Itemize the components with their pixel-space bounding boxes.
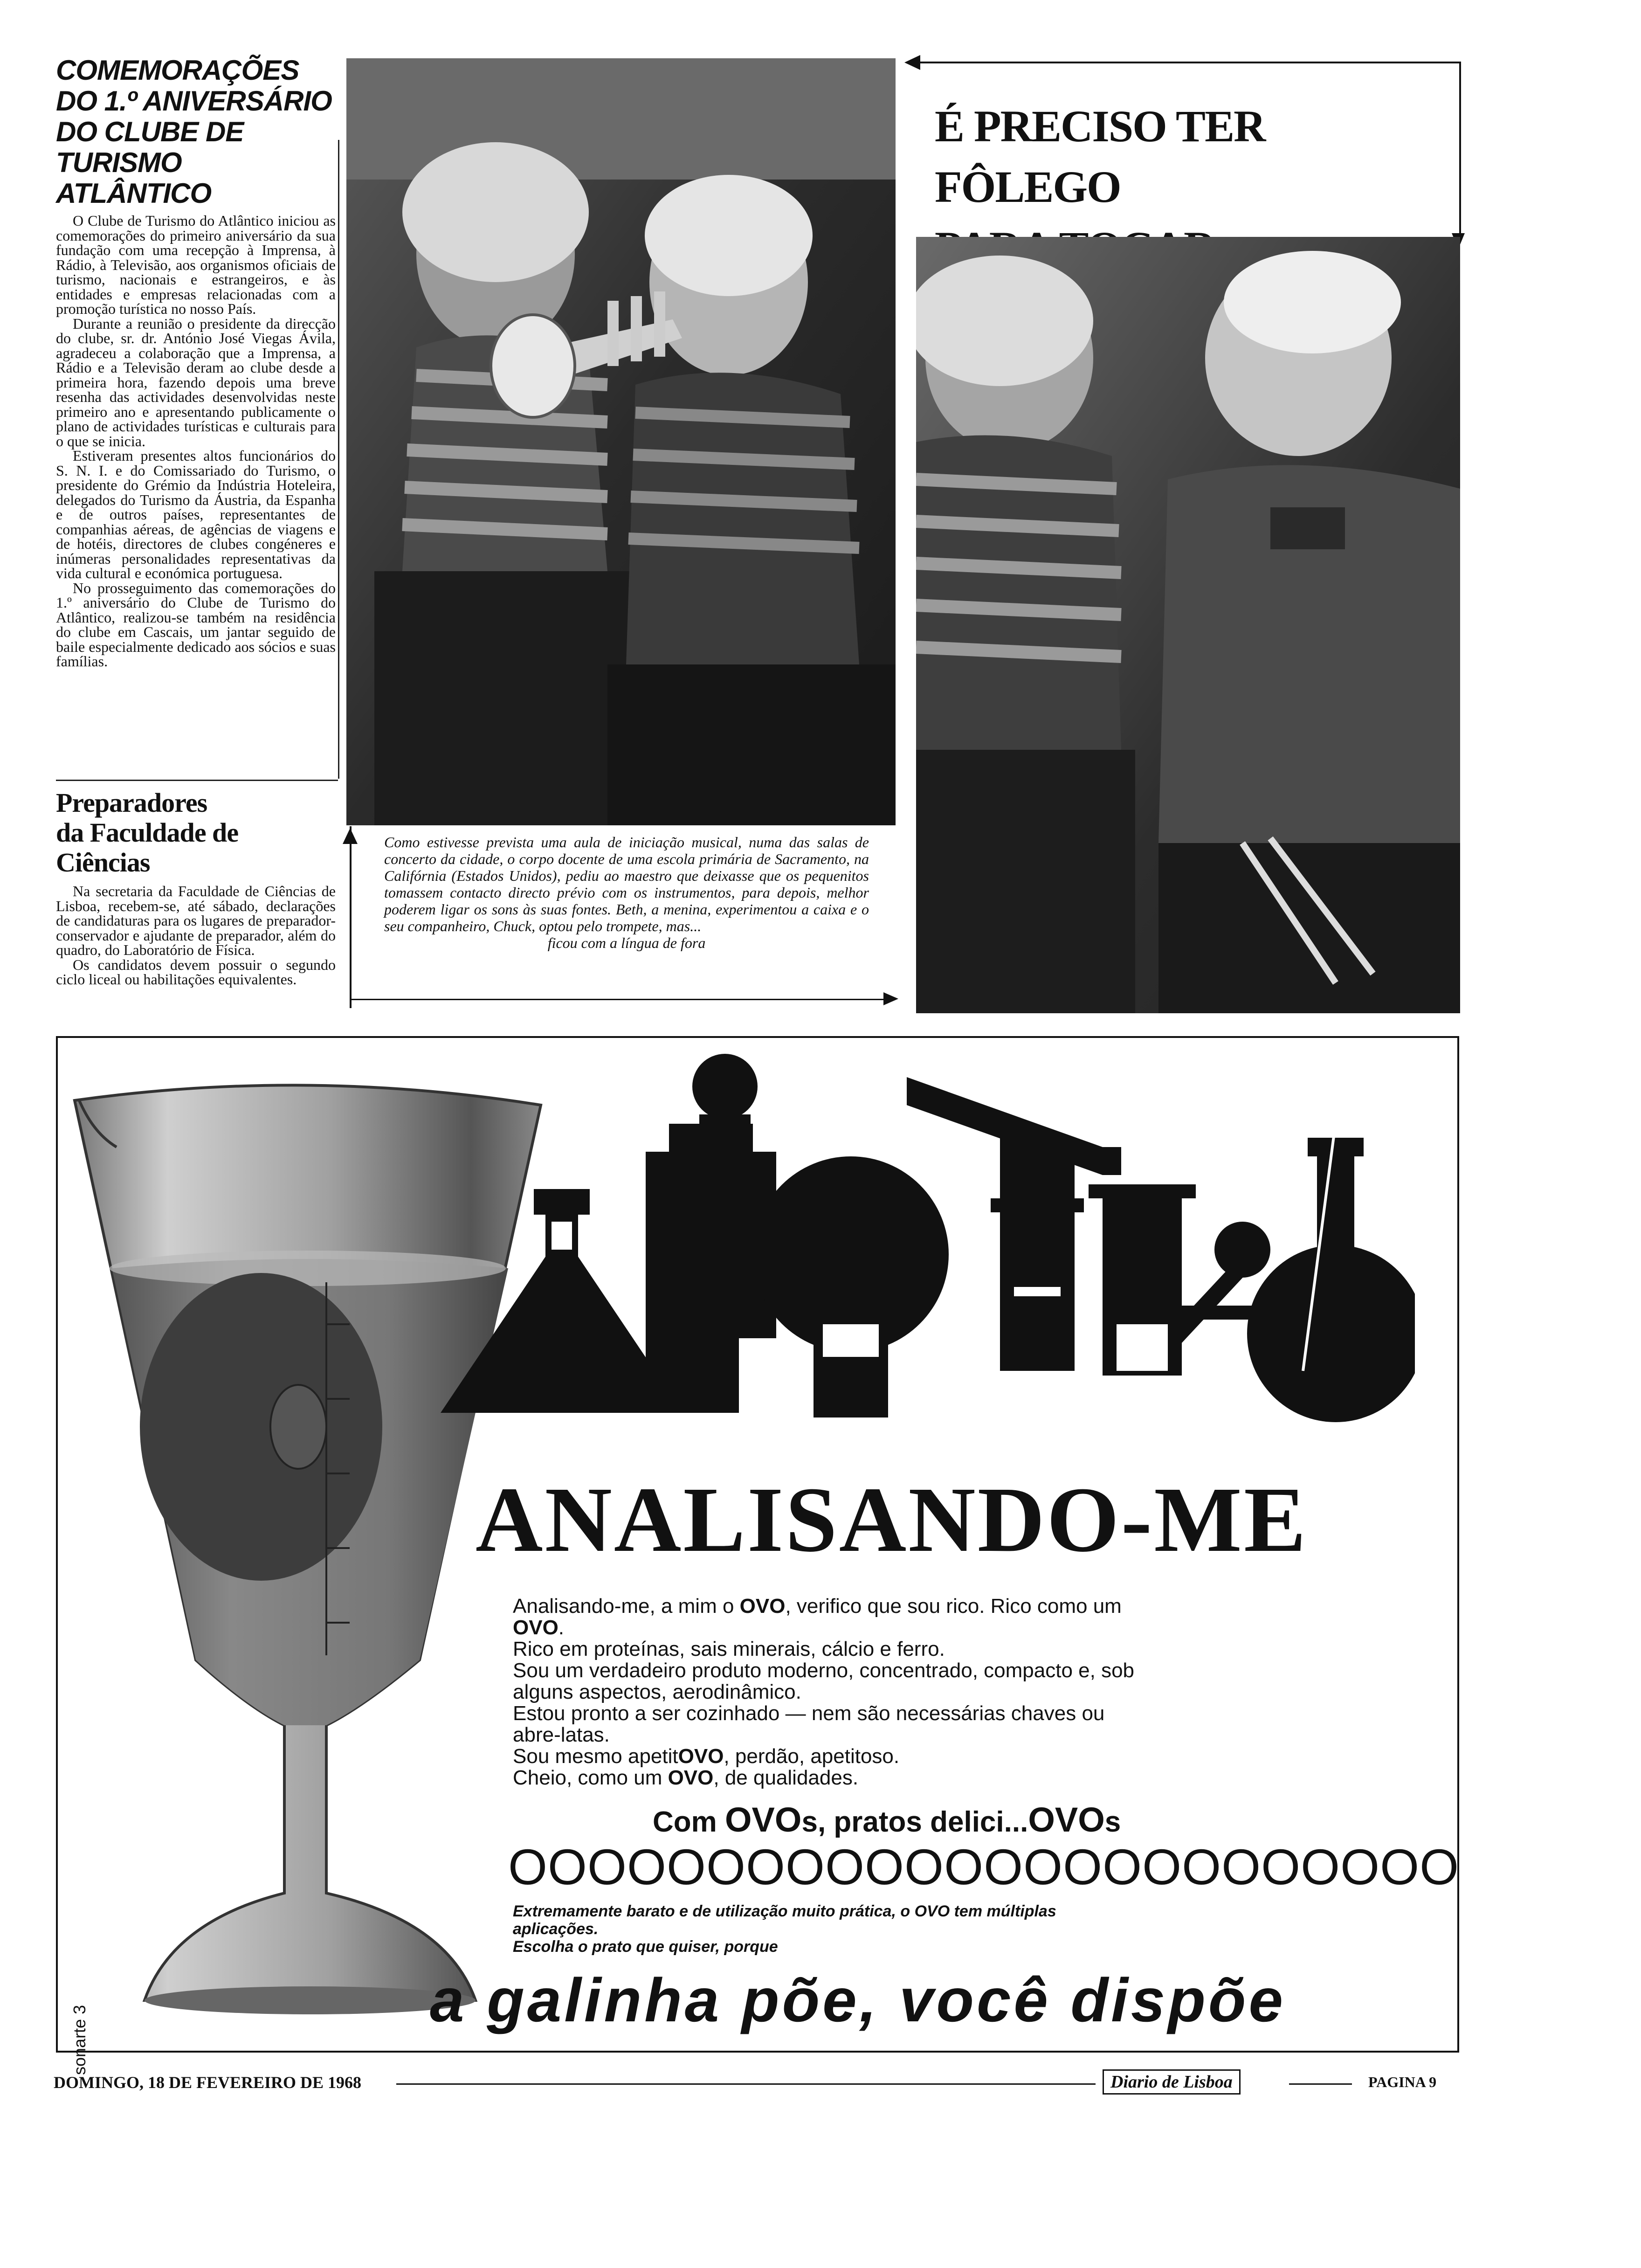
ad-agency-credit: sonarte 3: [70, 2005, 89, 2075]
photo-story-headline: É PRECISO TER FÔLEGO: [935, 101, 1265, 212]
article-turismo: [56, 55, 336, 669]
ad-body: [513, 1596, 1408, 1789]
article-turismo-body: O Clube de Turismo do Atlântico iniciou as comemorações do primeiro aniversário da sua fundação com uma recepção à Imprensa, à Rádio, à Televisão, aos organismos oficiais de turismo, nacionais e estrangeiros, e às entidades e empresas relacionadas com a promoção turística no nosso País. Durante a reunião o presidente da direcção do clube, sr. dr. António José Viegas Ávila, agradeceu a colaboração que a Imprensa, a Rádio e a Televisão deram ao clube desde a primeira hora, fazendo depois uma breve resenha das actividades desenvolvidas neste primeiro ano e apresentando publicamente o plano de actividades turísticas e culturais para o que se inicia. Estiveram presentes altos funcionários do S. N. I. e do Comissariado do Turismo, o presidente do Grémio da Indústria Hoteleira, delegados do Turismo da Áustria, da Espanha e de outros países, representantes de companhias aéreas, de agências de viagens e de hotéis, directores de clubes congéneres e inúmeras personalidades representativas da vida cultural e económica portuguesa. No prosseguimento das comemorações do 1.º aniversário do Clube de Turismo do Atlântico, realizou-se também na residência do clube em Cascais, um jantar seguido de baile especialmente dedicado aos sócios e suas famílias.: [56, 212, 336, 670]
photo-children-closeup: [916, 237, 1460, 1013]
lab-equipment-illustration: [441, 1044, 1415, 1431]
ad-eggs-row: OOOOOOOOOOOOOOOOOOOOOOOO: [508, 1839, 1460, 1895]
ad-body-line: OVO.: [513, 1616, 565, 1639]
ad-tagline: a galinha põe, você dispõe: [430, 1966, 1286, 2034]
article-turismo-headline: COMEMORAÇÕES DO 1.º ANIVERSÁRIO DO CLUBE DE TURISMO ATLÂNTICO: [56, 55, 332, 209]
ad-body-line: Rico em proteínas, sais minerais, cálcio e ferro.: [513, 1638, 945, 1660]
ad-body-line: Estou pronto a ser cozinhado — nem são necessárias chaves ou: [513, 1702, 1105, 1725]
photo-caption: Como estivesse prevista uma aula de iniciação musical, numa das salas de concerto da cidade, o corpo docente de uma escola primária de Sacramento, na Califórnia (Estados Unidos), pediu ao maestro que deixasse que os pequenitos tomassem contacto directo prévio com os instrumentos, para depois, melhor poderem ligar os sons às suas fontes. Beth, a menina, experimentou a caixa e o seu companheiro, Chuck, optou pelo trompete, mas... ficou com a língua de fora: [384, 834, 869, 951]
ad-slogan: Com OVOs, pratos delici...OVOs: [653, 1800, 1121, 1839]
photo-story-headline-box: [916, 62, 1461, 238]
article-ciencias-body: Na secretaria da Faculdade de Ciências de Lisboa, recebem-se, até sábado, declarações de candidaturas para os lugares de preparador-conservador e ajudante de preparador, além do quadro, do Laboratório de Física. Os candidatos devem possuir o segundo ciclo liceal ou habilitações equivalentes.: [56, 883, 336, 988]
ad-body-line: Analisando-me, a mim o OVO, verifico que sou rico. Rico como um: [513, 1595, 1122, 1618]
article-ciencias: [56, 788, 336, 987]
footer-paper-name: Diario de Lisboa: [1103, 2069, 1241, 2095]
ad-body-line: Sou um verdadeiro produto moderno, concentrado, compacto e, sob: [513, 1659, 1135, 1682]
ad-body-line: Sou mesmo apetitOVO, perdão, apetitoso.: [513, 1745, 900, 1768]
ad-body-line: alguns aspectos, aerodinâmico.: [513, 1680, 801, 1703]
arrow-left-icon: [904, 55, 920, 70]
footer-page-number: PAGINA 9: [1368, 2074, 1437, 2090]
ad-body-line: Cheio, como um OVO, de qualidades.: [513, 1766, 859, 1789]
column-rule: [338, 140, 339, 779]
ad-headline: ANALISANDO-ME: [476, 1468, 1308, 1571]
footer-rule-right: [1289, 2083, 1352, 2085]
footer-date: DOMINGO, 18 DE FEVEREIRO DE 1968: [54, 2073, 362, 2092]
ad-body-line: abre-latas.: [513, 1723, 610, 1746]
photo-children-trumpet: [346, 58, 896, 825]
arrow-up-icon: [343, 828, 358, 844]
article-ciencias-headline: Preparadores da Faculdade de Ciências: [56, 788, 239, 878]
caption-rule: [350, 999, 886, 1000]
photo-caption-box: [350, 826, 899, 1008]
footer-rule-left: [396, 2083, 1096, 2085]
section-rule: [56, 780, 338, 781]
ad-fine-print: Extremamente barato e de utilização muito prática, o OVO tem múltiplas aplicações. Escolha o prato que quiser, porque: [513, 1902, 1056, 1956]
